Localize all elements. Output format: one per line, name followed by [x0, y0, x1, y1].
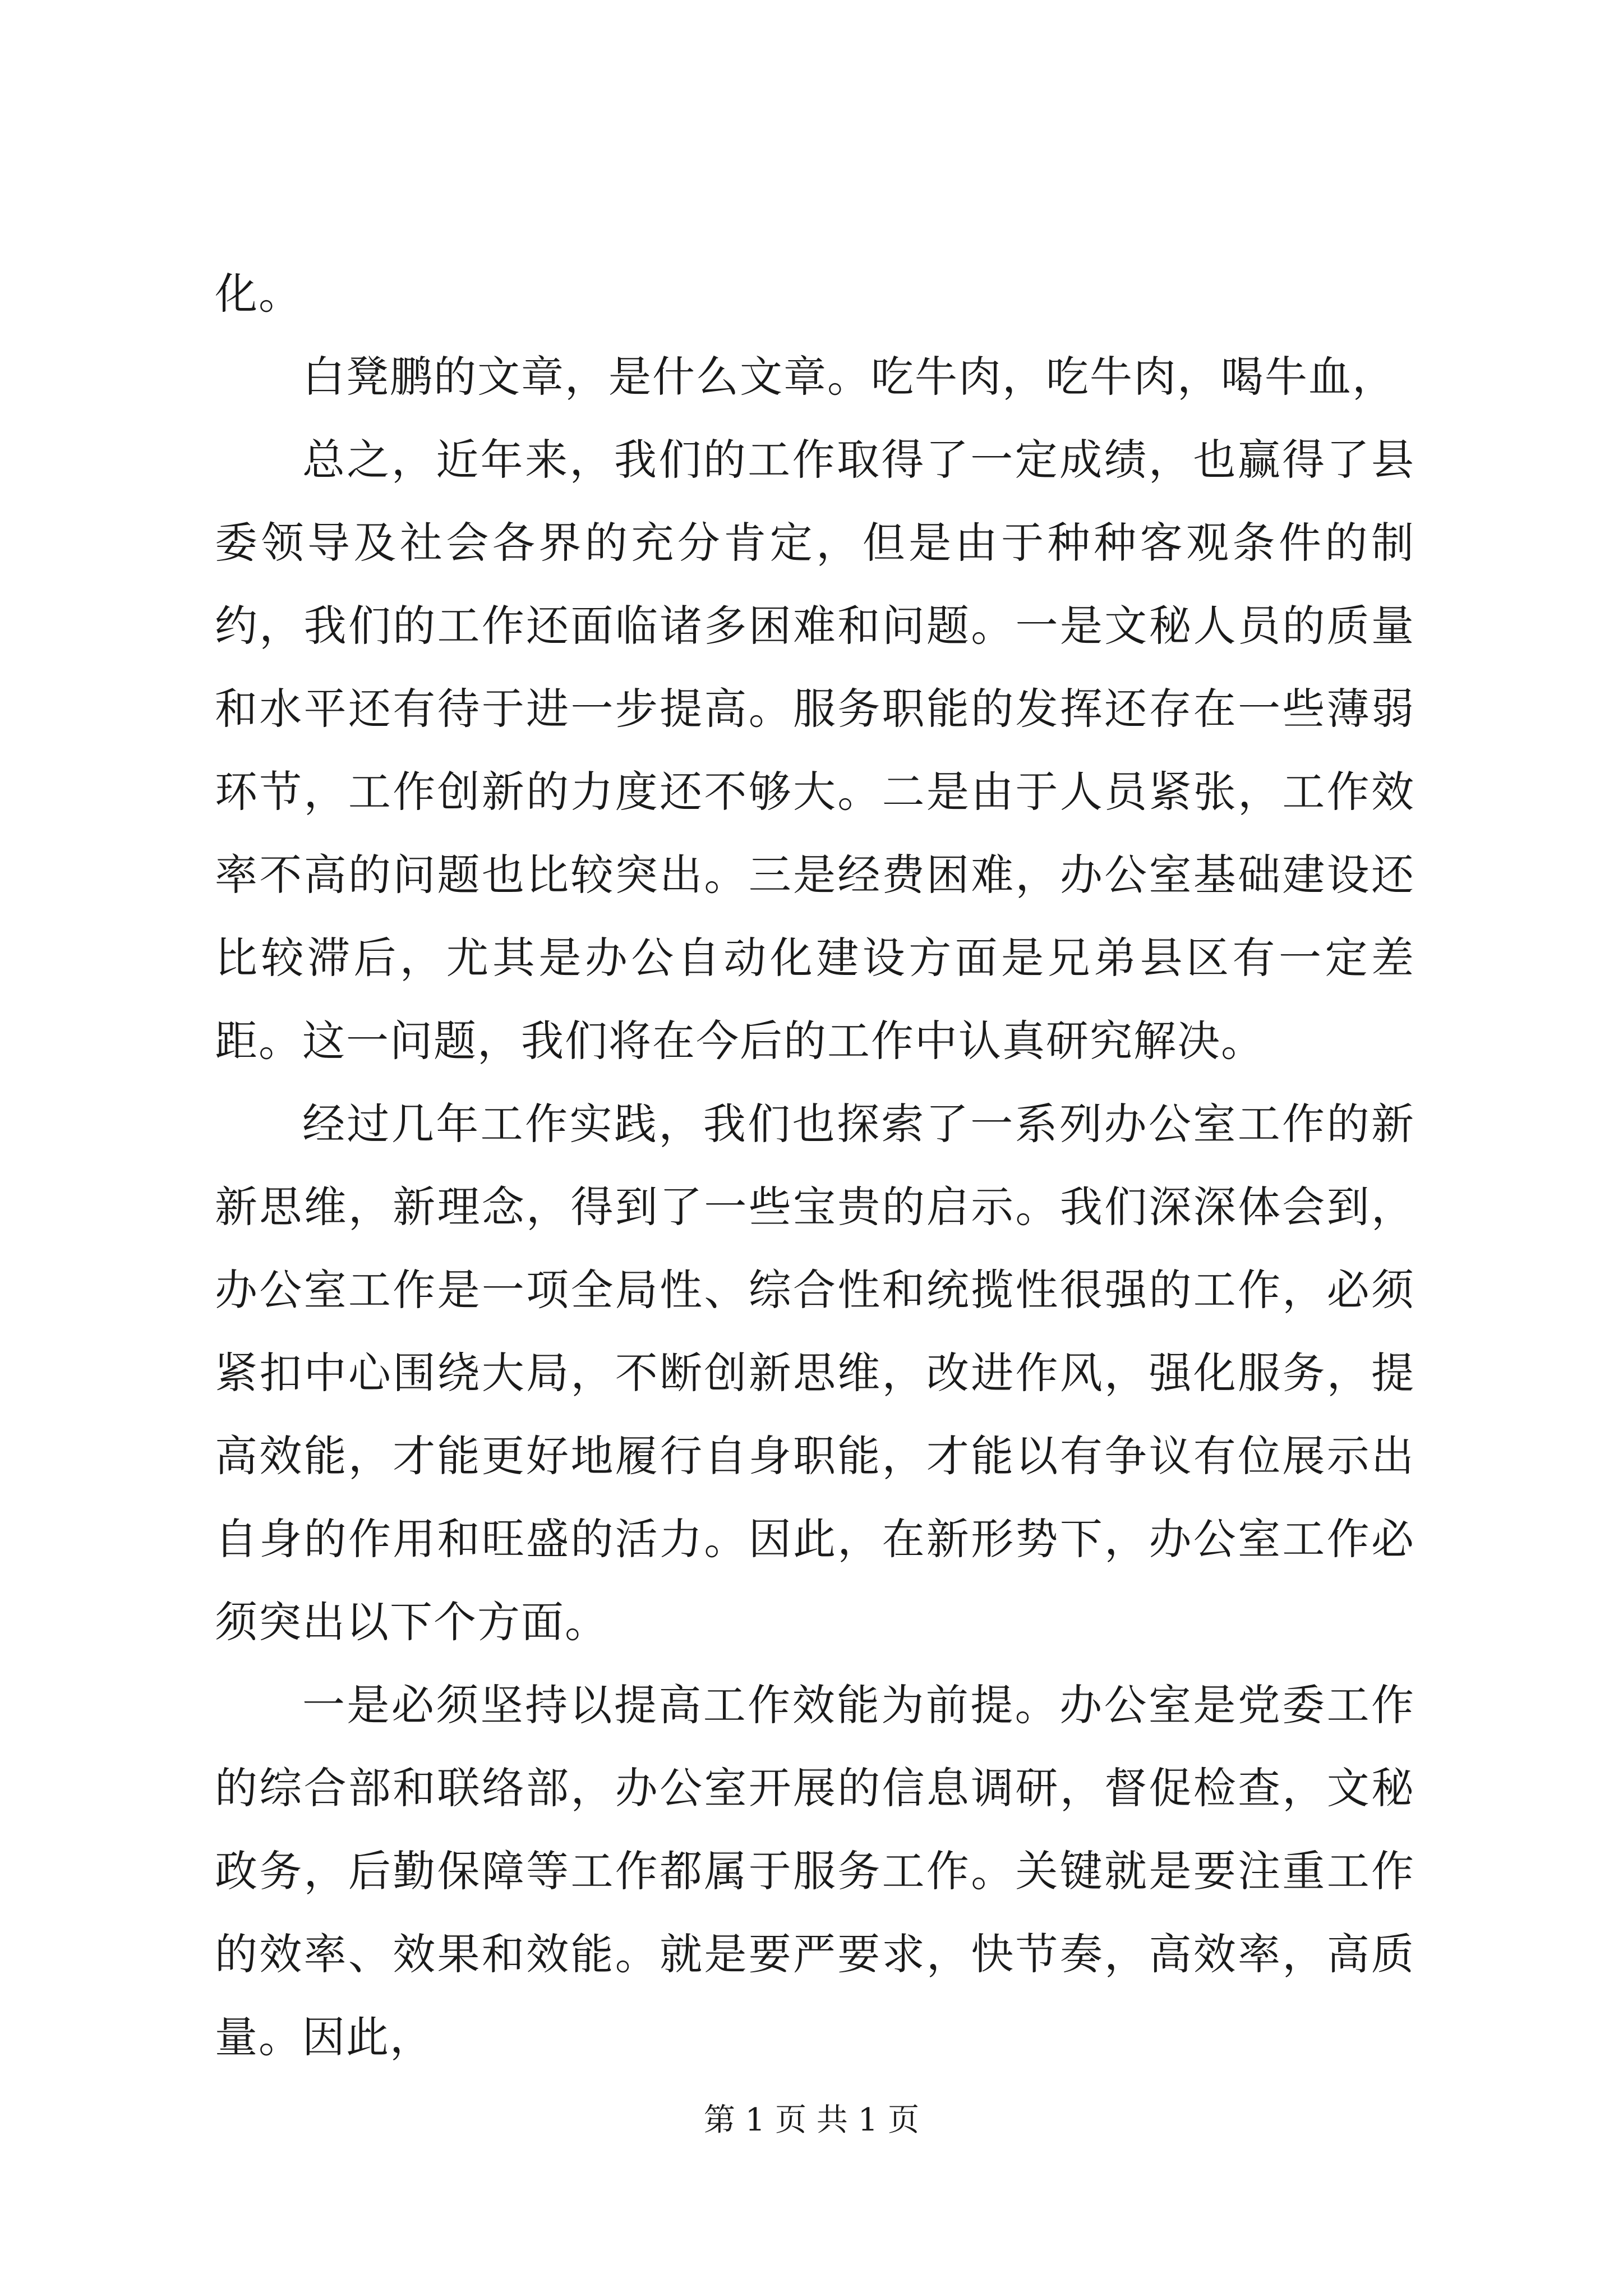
- document-body: [215, 252, 1415, 2079]
- page-number-footer: 第 1 页 共 1 页: [703, 2102, 920, 2138]
- paragraph: 白凳鹏的文章，是什么文章。吃牛肉，吃牛肉，喝牛血，: [302, 352, 1396, 402]
- paragraph: 一是必须坚持以提高工作效能为前提。办公室是党委工作的综合部和联络部，办公室开展的信息调研，督促检查，文秘政务，后勤保障等工作都属于服务工作。关键就是要注重工作的效率、效果和效能。就是要严要求，快节奏，高效率，高质量。因此，: [215, 1680, 1415, 2062]
- paragraph: 经过几年工作实践，我们也探索了一系列办公室工作的新新思维，新理念，得到了一些宝贵的启示。我们深深体会到，办公室工作是一项全局性、综合性和统揽性很强的工作，必须紧扣中心围绕大局，不断创新思维，改进作风，强化服务，提高效能，才能更好地履行自身职能，才能以有争议有位展示出自身的作用和旺盛的活力。因此，在新形势下，办公室工作必须突出以下个方面。: [215, 1099, 1415, 1647]
- paragraph: 总之，近年来，我们的工作取得了一定成绩，也赢得了县委领导及社会各界的充分肯定，但是由于种种客观条件的制约，我们的工作还面临诸多困难和问题。一是文秘人员的质量和水平还有待于进一步提高。服务职能的发挥还存在一些薄弱环节，工作创新的力度还不够大。二是由于人员紧张，工作效率不高的问题也比较突出。三是经费困难，办公室基础建设还比较滞后，尤其是办公自动化建设方面是兄弟县区有一定差距。这一问题，我们将在今后的工作中认真研究解决。: [215, 435, 1415, 1066]
- paragraph: 化。: [215, 269, 302, 319]
